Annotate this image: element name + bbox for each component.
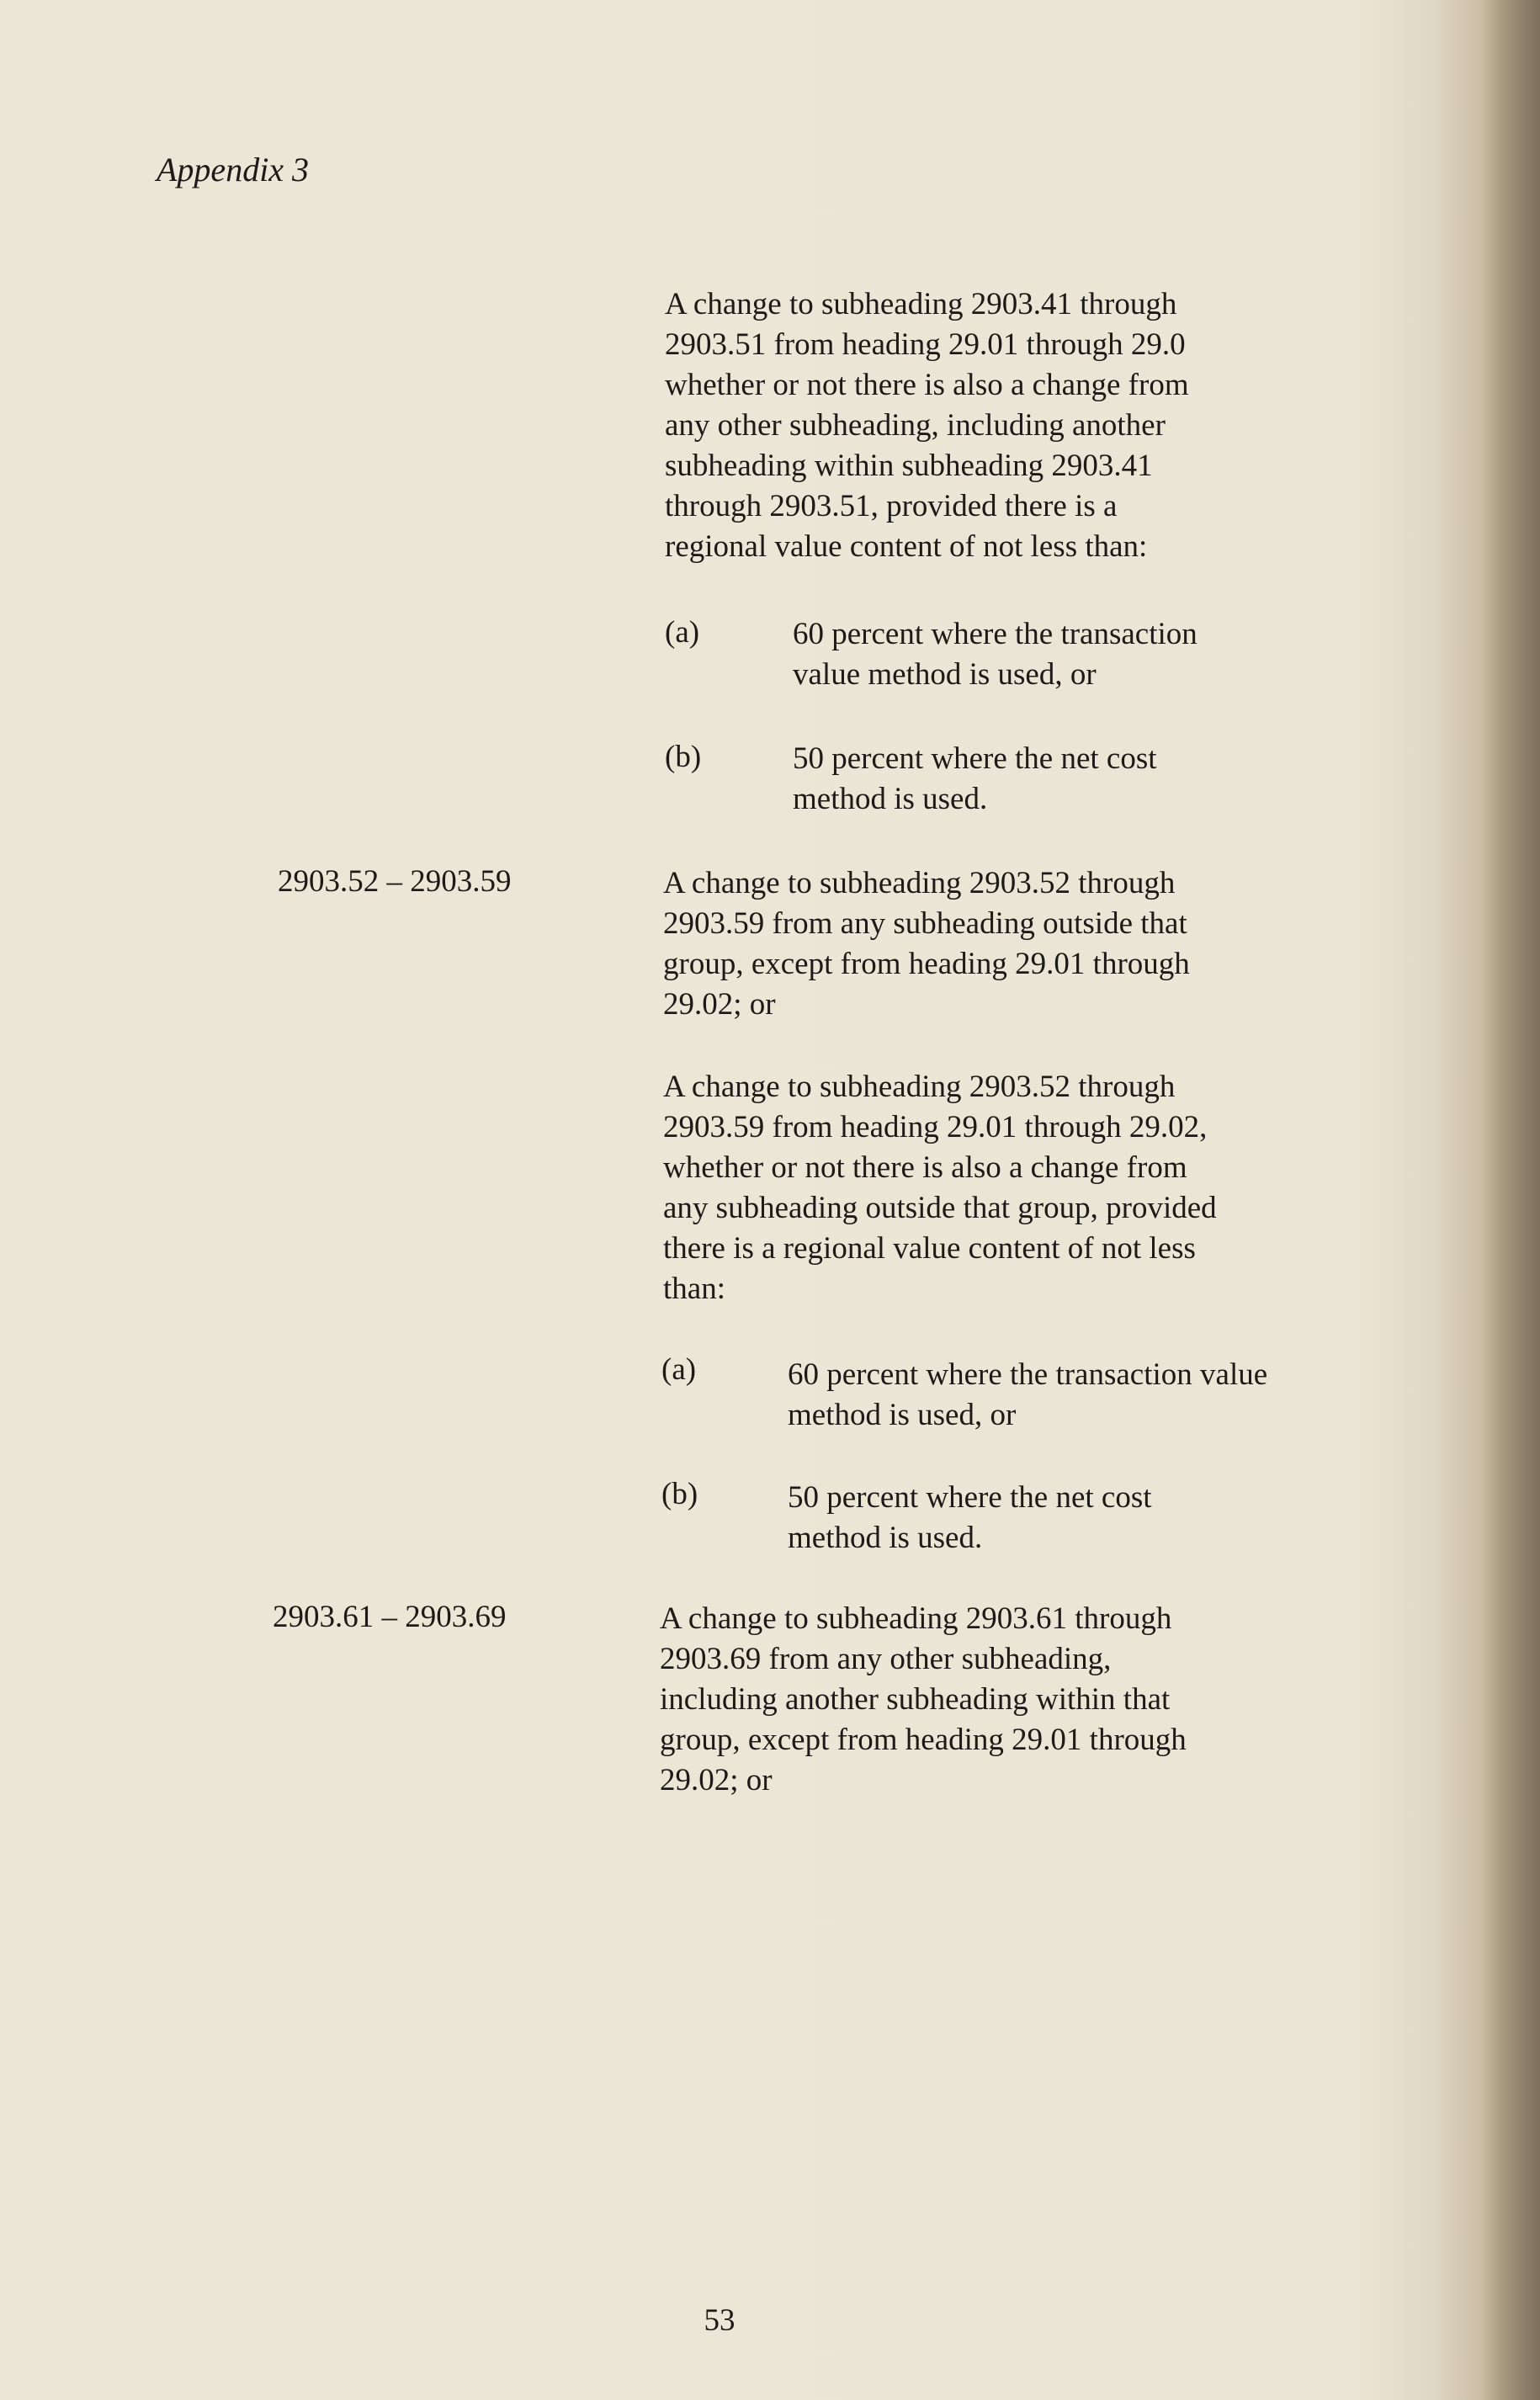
text-line: method is used. — [793, 782, 988, 816]
text-line: subheading within subheading 2903.41 — [665, 449, 1153, 483]
text-line: method is used, or — [788, 1398, 1017, 1432]
text-line: through 2903.51, provided there is a — [665, 489, 1118, 523]
item-label: (b) — [665, 740, 702, 774]
text-line: regional value content of not less than: — [665, 529, 1148, 564]
item-text — [788, 1355, 1267, 1436]
text-line: group, except from heading 29.01 through — [660, 1723, 1187, 1757]
text-line: 50 percent where the net cost — [793, 741, 1157, 776]
item-text — [788, 1478, 1152, 1558]
item-text — [793, 739, 1157, 820]
text-line: 2903.59 from any subheading outside that — [663, 906, 1187, 941]
text-line: 2903.69 from any other subheading, — [660, 1642, 1112, 1676]
item-text — [793, 614, 1197, 695]
page-header: Appendix 3 — [157, 151, 310, 188]
text-line: method is used. — [788, 1521, 983, 1555]
item-label: (a) — [665, 615, 700, 650]
text-line: A change to subheading 2903.52 through — [663, 1070, 1176, 1104]
text-line: any subheading outside that group, provided — [663, 1191, 1217, 1225]
text-line: 2903.51 from heading 29.01 through 29.0 — [665, 327, 1186, 362]
text-line: whether or not there is also a change from — [663, 1150, 1187, 1185]
subheading-range: 2903.61 – 2903.69 — [273, 1600, 507, 1634]
text-line: 29.02; or — [663, 987, 776, 1022]
rule-paragraph — [663, 863, 1190, 1025]
item-label: (b) — [661, 1477, 698, 1511]
text-line: A change to subheading 2903.52 through — [663, 866, 1176, 900]
text-line: whether or not there is also a change from — [665, 368, 1189, 402]
text-line: than: — [663, 1272, 725, 1306]
text-line: 29.02; or — [660, 1763, 773, 1797]
text-line: there is a regional value content of not less — [663, 1231, 1196, 1266]
text-line: 60 percent where the transaction value — [788, 1357, 1268, 1392]
text-line: 60 percent where the transaction — [793, 617, 1197, 651]
rule-paragraph — [665, 284, 1189, 567]
rule-paragraph — [660, 1599, 1187, 1801]
text-line: A change to subheading 2903.61 through — [660, 1601, 1172, 1636]
text-line: value method is used, or — [793, 657, 1097, 692]
book-spine-shadow — [1481, 0, 1540, 2400]
rule-paragraph — [663, 1067, 1217, 1309]
subheading-range: 2903.52 – 2903.59 — [278, 864, 512, 899]
text-line: including another subheading within that — [660, 1682, 1171, 1717]
text-line: 50 percent where the net cost — [788, 1480, 1152, 1515]
text-line: A change to subheading 2903.41 through — [665, 287, 1177, 321]
text-line: any other subheading, including another — [665, 408, 1166, 443]
text-line: 2903.59 from heading 29.01 through 29.02, — [663, 1110, 1208, 1144]
page-number: 53 — [704, 2303, 735, 2338]
text-line: group, except from heading 29.01 through — [663, 947, 1190, 981]
item-label: (a) — [661, 1352, 697, 1387]
